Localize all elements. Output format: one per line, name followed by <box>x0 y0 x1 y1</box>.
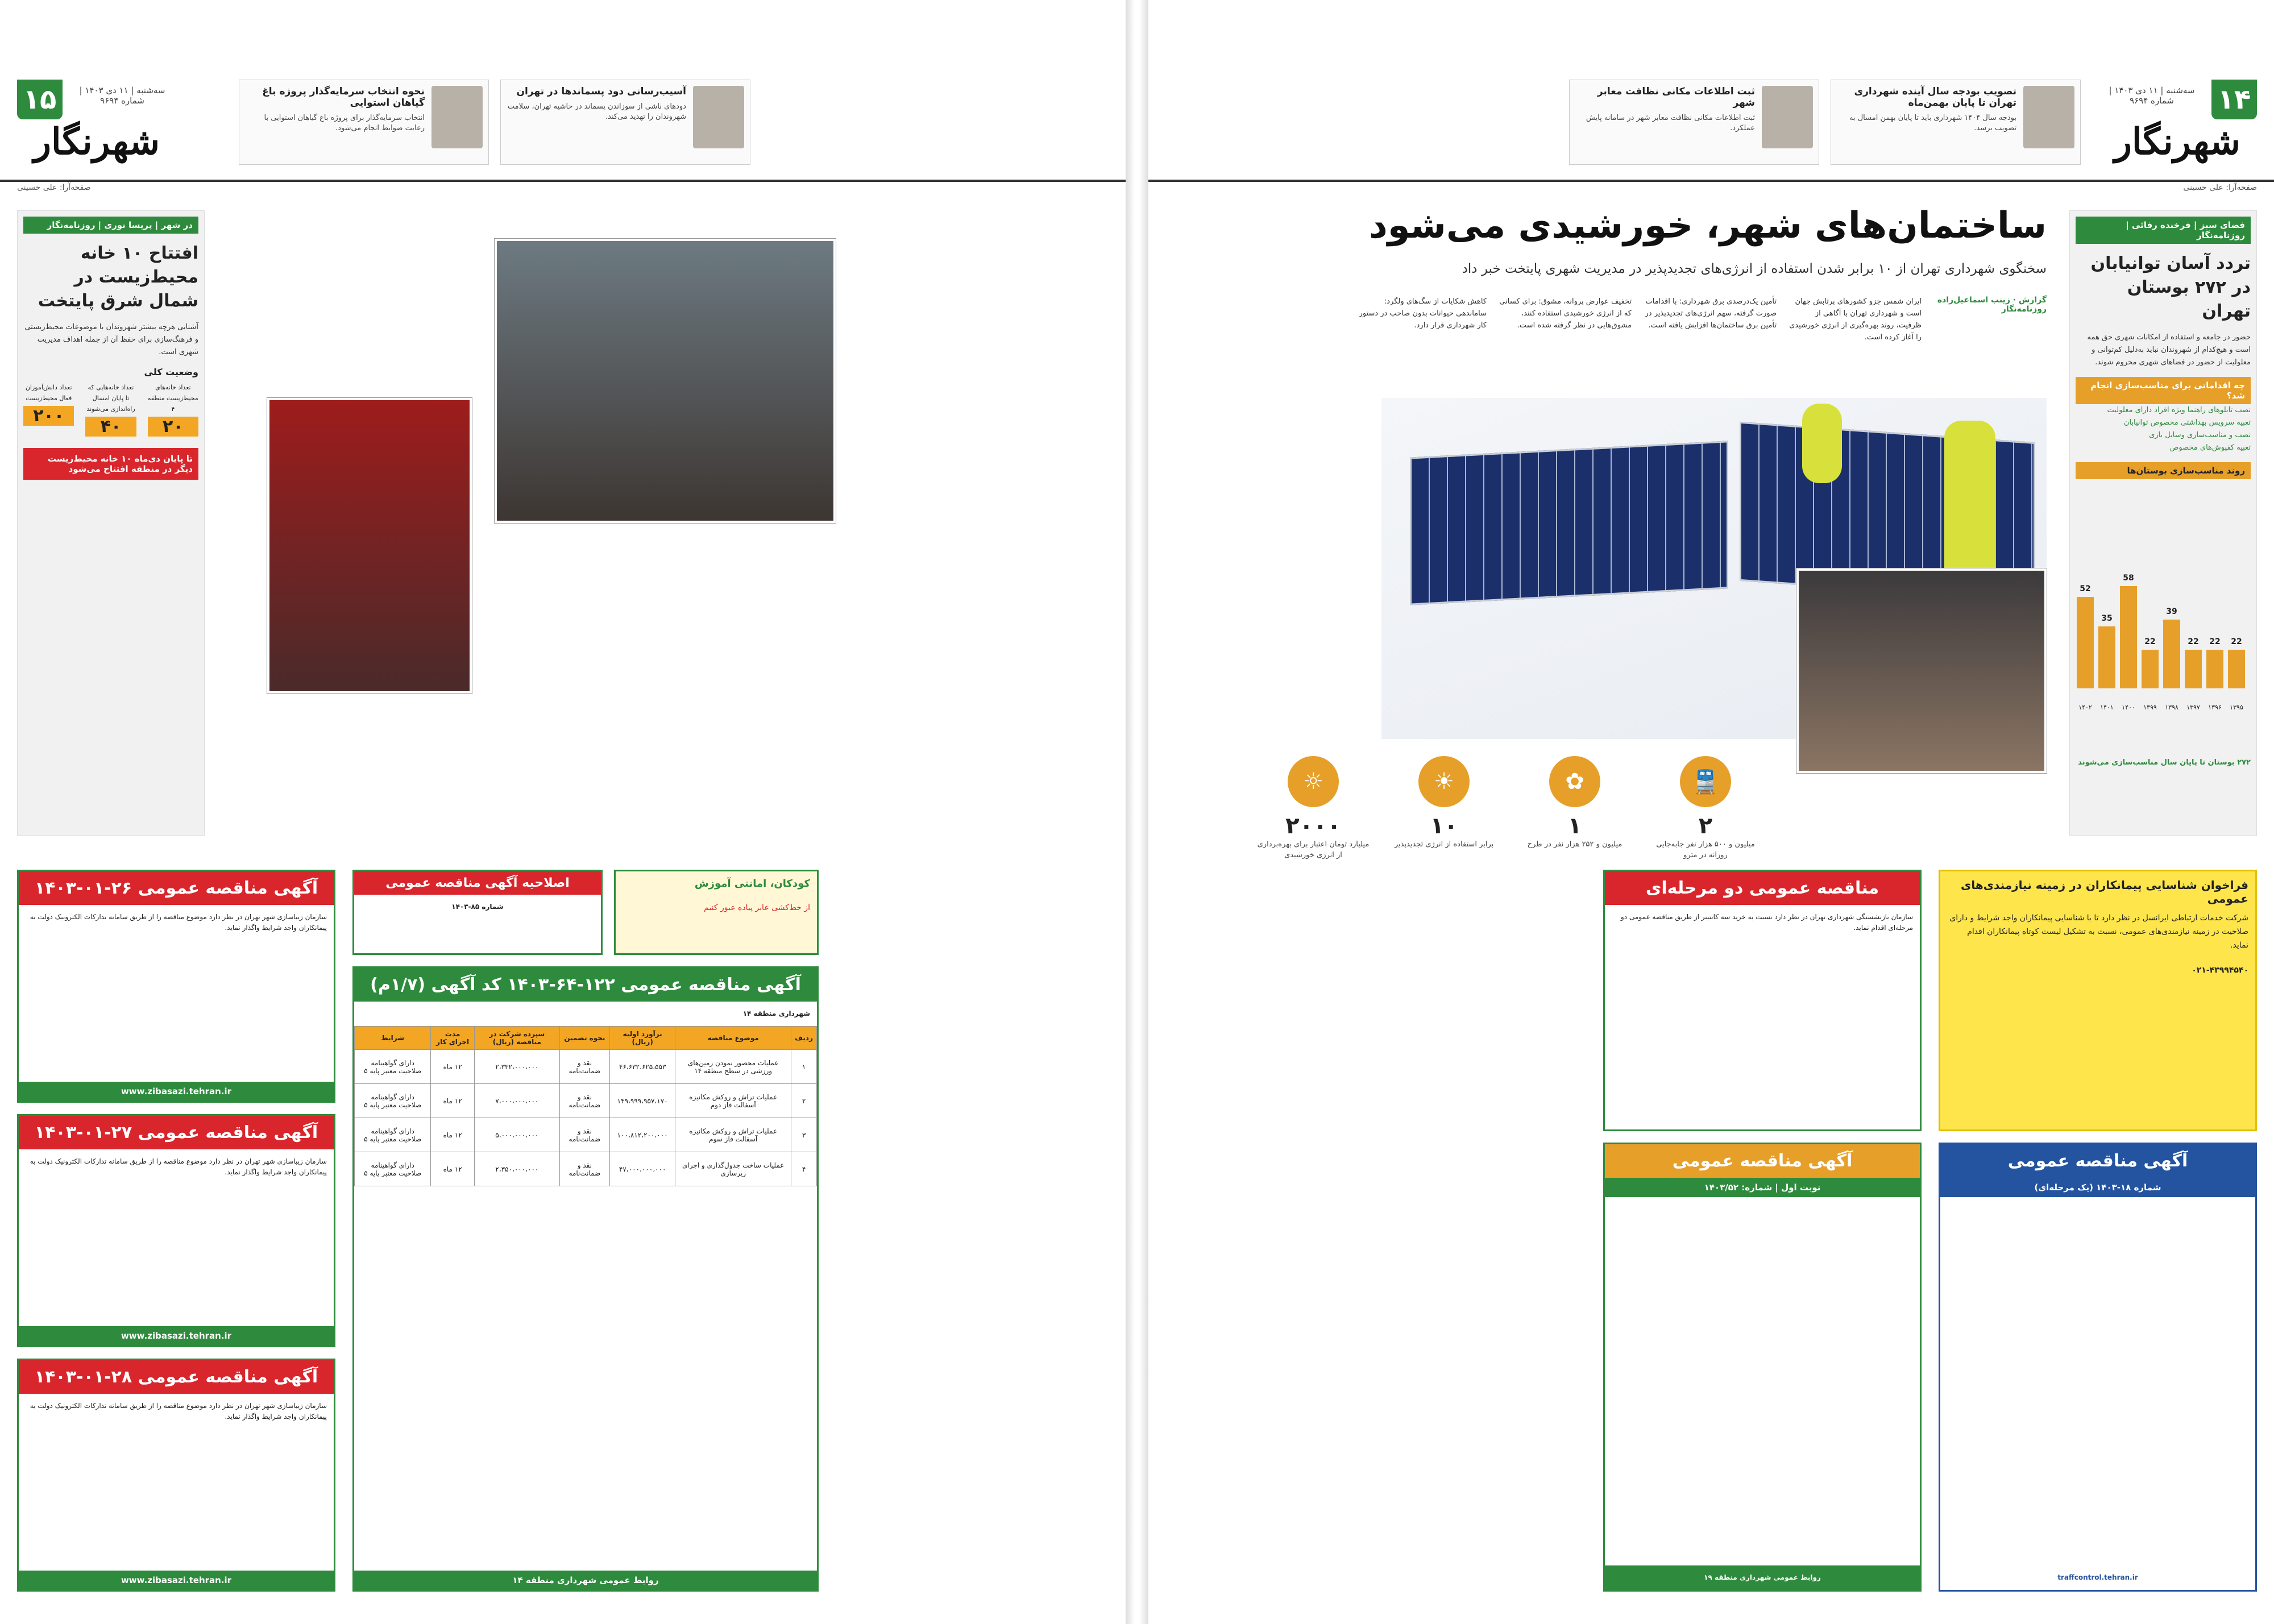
zibasazi-tender-3[interactable] <box>17 1359 335 1592</box>
bar-category: ۱۴۰۲ <box>2078 704 2092 711</box>
side-section-tag: در شهر | پریسا نوری | روزنامه‌نگار <box>23 217 198 234</box>
correction-notice[interactable] <box>352 870 603 955</box>
side-column <box>17 210 205 836</box>
reporter: گزارش · زینب‌ اسماعیل‌زاده روزنامه‌نگار <box>1937 296 2047 314</box>
stat-label: تعداد خانه‌های محیط‌زیست منطقه ۴ <box>147 384 198 413</box>
bar-value: 52 <box>2080 584 2091 593</box>
table-cell: ۱۴۹،۹۹۹،۹۵۷،۱۷۰ <box>610 1084 675 1118</box>
ad-text: سازمان زیباسازی شهر تهران در نظر دارد موضوع مناقصه را از طریق سامانه تدارکات الکترونیک دولت به پیمانکاران واجد شرایط واگذار نماید. <box>30 1402 327 1421</box>
table-cell: ۱۲ ماه <box>431 1050 475 1084</box>
stat-label: میلیون و ۲۵۲ هزار نفر در طرح <box>1527 840 1622 849</box>
body-columns <box>1353 296 1922 392</box>
teaser[interactable] <box>1569 80 1819 165</box>
table-cell: عملیات تراش و روکش مکانیزه آسفالت فاز سوم <box>675 1118 791 1152</box>
teaser-title: نحوه انتخاب سرمایه‌گذار پروژه باغ گیاهان استوایی <box>262 86 425 109</box>
tender-table <box>354 1026 817 1186</box>
chart-bar <box>2077 584 2094 711</box>
teaser-photo <box>1762 86 1813 148</box>
stat <box>1256 756 1370 861</box>
stat-value: ۱۰ <box>1430 813 1458 839</box>
ads-area <box>0 870 1126 1614</box>
page-number: ۱۵ <box>17 80 63 119</box>
table-header: مدت اجرای کار <box>431 1027 475 1050</box>
ad-title: آگهی مناقصه عمومی ۱۲۲-۶۴-۱۴۰۳ کد آگهی (۱/۷م) <box>354 968 817 1002</box>
bar-category: ۱۳۹۷ <box>2186 704 2200 711</box>
zibasazi-tender-2[interactable] <box>17 1114 335 1347</box>
ribbon-cutting-photo <box>267 398 472 693</box>
bar-value: 22 <box>2188 637 2199 646</box>
table-cell: نقد و ضمانت‌نامه <box>559 1050 609 1084</box>
table-cell: ۲،۳۳۲،۰۰۰،۰۰۰ <box>474 1050 559 1084</box>
chart-bar <box>2228 637 2245 711</box>
reporter-role: روزنامه‌نگار <box>2001 305 2047 314</box>
stat <box>1387 756 1501 861</box>
table-cell: ۴۶،۶۳۲،۶۲۵،۵۵۳ <box>610 1050 675 1084</box>
ad-text: سازمان بازنشستگی شهرداری تهران در نظر دارد نسبت به خرید سه کانتینر از طریق مناقصه عمومی دو مرحله‌ای اقدام نماید. <box>1620 913 1913 932</box>
bar-category: ۱۴۰۰ <box>2122 704 2135 711</box>
bar-value: 22 <box>2231 637 2242 646</box>
table-cell: ۱۰۰،۸۱۲،۲۰۰،۰۰۰ <box>610 1118 675 1152</box>
irancell-ad[interactable] <box>1939 870 2257 1131</box>
pension-tender-ad[interactable] <box>1603 870 1922 1131</box>
table-cell: دارای گواهینامه صلاحیت معتبر پایه ۵ <box>355 1118 431 1152</box>
chart-title <box>2076 462 2251 479</box>
chart-bar <box>2120 574 2137 711</box>
stat <box>148 381 198 437</box>
ad-footer: روابط عمومی شهرداری منطقه ۱۹ <box>1605 1565 1920 1590</box>
table-header: ردیف <box>791 1027 817 1050</box>
table-cell: نقد و ضمانت‌نامه <box>559 1152 609 1186</box>
side-headline[interactable]: افتتاح ۱۰ خانه محیط‌زیست در شمال شرق پایتخت <box>38 243 198 311</box>
stat-label: میلیارد تومان اعتبار برای بهره‌برداری از انرژی خورشیدی <box>1257 840 1370 859</box>
logo[interactable] <box>2098 80 2257 165</box>
table-cell: ۲،۳۵۰،۰۰۰،۰۰۰ <box>474 1152 559 1186</box>
table-cell: نقد و ضمانت‌نامه <box>559 1118 609 1152</box>
reporter-name: زینب‌ اسماعیل‌زاده <box>1937 296 2010 305</box>
ad-footer[interactable]: www.zibasazi.tehran.ir <box>19 1571 334 1590</box>
ad-footer[interactable]: www.zibasazi.tehran.ir <box>19 1326 334 1345</box>
table-cell: دارای گواهینامه صلاحیت معتبر پایه ۵ <box>355 1050 431 1084</box>
ad-text: شرکت خدمات ارتباطی ایرانسل در نظر دارد تا با شناسایی پیمانکاران واجد شرایط و دارای صلاحیت در زمینه نیازمندی‌های عمومی، نسبت به تشکیل لیست کوتاه پیمانکاران اقدام نماید. <box>1949 913 2248 950</box>
ad-title: مناقصه عمومی دو مرحله‌ای <box>1605 871 1920 905</box>
ad-org: شهرداری منطقه ۱۴ <box>742 1010 810 1017</box>
author: پریسا نوری | روزنامه‌نگار <box>47 220 152 230</box>
district14-tender[interactable] <box>352 966 819 1592</box>
stat-label: برابر استفاده از انرژی تجدیدپذیر <box>1394 840 1494 849</box>
stat-label: تعداد دانش‌آموزان فعال محیط‌زیست <box>25 384 72 402</box>
chart-caption: ۲۷۲ بوستان تا پایان سال مناسب‌سازی می‌شوند <box>2078 758 2251 767</box>
bullet-item: نصب تابلوهای راهنما ویژه افراد دارای معلولیت <box>2107 406 2251 414</box>
ad-body <box>1940 871 2255 984</box>
teaser-title: آسیب‌رسانی دود پسماندها در تهران <box>516 86 686 97</box>
table-cell: عملیات تراش و روکش مکانیزه آسفالت فاز دوم <box>675 1084 791 1118</box>
bar-value: 22 <box>2209 637 2221 646</box>
ad-title: آگهی مناقصه عمومی ۲۶-۰۱-۱۴۰۳ <box>19 871 334 905</box>
ad-footer[interactable]: www.zibasazi.tehran.ir <box>19 1082 334 1101</box>
teaser-photo <box>2023 86 2074 148</box>
section-label: در شهر <box>161 220 193 230</box>
table-cell: ۱۲ ماه <box>431 1152 475 1186</box>
teaser[interactable] <box>500 80 750 165</box>
ad-subtitle: شماره ۱۸-۱۴۰۳ (یک مرحله‌ای) <box>1940 1178 2255 1197</box>
table-header: شرایط <box>355 1027 431 1050</box>
ads-area <box>1148 870 2274 1614</box>
teaser[interactable] <box>239 80 489 165</box>
traffic-tender-ad[interactable] <box>1939 1143 2257 1592</box>
masthead <box>1148 74 2274 182</box>
stat-value: ۲۰ <box>148 417 198 437</box>
stat-value: ۴۰ <box>85 417 136 437</box>
ad-title: آگهی مناقصه عمومی ۲۷-۰۱-۱۴۰۳ <box>19 1116 334 1149</box>
worker-figure <box>1802 404 1842 483</box>
stat <box>23 381 74 437</box>
stat-value: ۱ <box>1567 813 1582 839</box>
bar-value: 22 <box>2144 637 2156 646</box>
teaser-text: انتخاب سرمایه‌گذار برای پروژه باغ گیاهان استوایی با رعایت ضوابط انجام می‌شود. <box>264 114 425 132</box>
teaser-text: دودهای ناشی از سوزاندن پسماند در حاشیه تهران، سلامت شهروندان را تهدید می‌کند. <box>507 102 686 121</box>
teaser-photo <box>431 86 483 148</box>
stat <box>1518 756 1632 861</box>
section-label: فضای سبز <box>2200 220 2245 230</box>
solar-panel <box>1410 441 1728 605</box>
bar-chart <box>2077 574 2245 711</box>
table-row <box>355 1152 817 1186</box>
chart-bar <box>2142 637 2159 711</box>
table-header: برآورد اولیه (ریال) <box>610 1027 675 1050</box>
side-body: آشنایی هرچه بیشتر شهروندان با موضوعات محیط‌زیستی و فرهنگ‌سازی برای حفظ آن از جمله اهداف مدیریت شهری است. <box>24 323 198 356</box>
highlight-box: تا پایان دی‌ماه ۱۰ خانه محیط‌زیست دیگر در منطقه افتتاح می‌شود <box>23 448 198 480</box>
press-conference-photo <box>1796 568 2047 773</box>
bar-category: ۱۳۹۸ <box>2165 704 2178 711</box>
stat-value: ۲۰۰۰ <box>1285 813 1341 839</box>
ad-title: فراخوان شناسایی پیمانکاران در زمینه نیازمندی‌های عمومی <box>1961 878 2248 906</box>
green-icon: ✿ <box>1549 756 1600 807</box>
stats-title: وضعیت کلی <box>144 367 198 377</box>
body-col: کاهش شکایات از سگ‌های ولگرد: ساماندهی حیوانات بدون صاحب در دستور کار شهرداری قرار دارد. <box>1359 297 1487 330</box>
chart-bar <box>2163 607 2180 711</box>
page-designer: صفحه‌آرا: علی حسینی <box>17 183 91 192</box>
ad-phone: ۰۲۱-۴۳۹۹۴۵۴۰ <box>2192 966 2248 975</box>
chart-bar <box>2098 614 2115 711</box>
table-header: نحوه تضمین <box>559 1027 609 1050</box>
teaser-photo <box>693 86 744 148</box>
stats-row <box>1256 756 1762 861</box>
kids-safety-ad[interactable] <box>614 870 819 955</box>
dateline: سه‌شنبه | ۱۱ دی ۱۴۰۳ | شماره ۹۶۹۴ <box>79 85 165 106</box>
bullet-item: نصب و مناسب‌سازی وسایل بازی <box>2149 431 2251 439</box>
table-cell: ۳ <box>791 1118 817 1152</box>
bar-category: ۱۳۹۶ <box>2208 704 2222 711</box>
bullet-list <box>2076 404 2251 454</box>
stat-value: ۲۰۰ <box>23 406 74 426</box>
sun-icon: ☼ <box>1288 756 1339 807</box>
body-col: تخفیف عوارض پروانه، مشوق: برای کسانی که از انرژی خورشیدی استفاده کنند، مشوق‌هایی در نظر گرفته شده است. <box>1499 297 1632 330</box>
table-row <box>355 1084 817 1118</box>
table-cell: ۱۲ ماه <box>431 1084 475 1118</box>
bullet-item: تعبیه کفپوش‌های مخصوص <box>2169 443 2251 452</box>
side-section-tag: فضای سبز | فرخنده رفائی | روزنامه‌نگار <box>2076 217 2251 244</box>
main-subhead: سخنگوی شهرداری تهران از ۱۰ برابر شدن استفاده از انرژی‌های تجدیدپذیر در مدیریت شهری پایتخت خبر داد <box>1462 261 2047 276</box>
table-cell: ۵،۰۰۰،۰۰۰،۰۰۰ <box>474 1118 559 1152</box>
teaser-title: تصویب بودجه سال آینده شهرداری تهران تا پایان بهمن‌ماه <box>1854 86 2016 109</box>
teaser-text: بودجه سال ۱۴۰۴ شهرداری باید تا پایان بهمن امسال به تصویب برسد. <box>1849 114 2016 132</box>
stat-value: ۲ <box>1698 813 1713 839</box>
table-cell: عملیات محصور نمودن زمین‌های ورزشی در سطح منطقه ۱۴ <box>675 1050 791 1084</box>
stats-row <box>23 381 198 437</box>
ad-subtitle: شماره ۸۵-۱۴۰۳ <box>451 903 504 911</box>
table-cell: نقد و ضمانت‌نامه <box>559 1084 609 1118</box>
ad-title: آگهی مناقصه عمومی <box>1940 1144 2255 1178</box>
logo-text: شهرنگار <box>2114 121 2240 163</box>
bar-value: 58 <box>2123 574 2134 583</box>
page-designer: صفحه‌آرا: علی حسینی <box>2183 183 2257 192</box>
bar-category: ۱۳۹۵ <box>2230 704 2243 711</box>
teaser-title: ثبت اطلاعات مکانی نظافت معابر شهر <box>1597 86 1755 109</box>
table-header: سپرده شرکت در مناقصه (ریال) <box>474 1027 559 1050</box>
table-row <box>355 1118 817 1152</box>
side-column <box>2069 210 2257 836</box>
stat-label: تعداد خانه‌هایی که تا پایان امسال راه‌اندازی می‌شوند <box>86 384 135 413</box>
ad-title: اصلاحیه آگهی مناقصه عمومی <box>354 871 601 895</box>
logo-text: شهرنگار <box>34 121 160 163</box>
bullet-item: تعبیه سرویس بهداشتی مخصوص توانیابان <box>2123 418 2251 427</box>
solar-panel-icon: ☀ <box>1418 756 1470 807</box>
section-label: گزارش <box>2018 296 2047 305</box>
body-columns <box>267 227 847 398</box>
table-cell: ۴ <box>791 1152 817 1186</box>
right-page <box>1148 0 2274 1624</box>
bullets-title: چه اقداماتی برای مناسب‌سازی انجام شد؟ <box>2076 377 2251 404</box>
ad-footer[interactable]: traffcontrol.tehran.ir <box>2057 1573 2138 1581</box>
logo[interactable] <box>17 80 176 165</box>
stat-label: میلیون و ۵۰۰ هزار نفر جابه‌جایی روزانه در مترو <box>1656 840 1755 859</box>
page-number: ۱۴ <box>2211 80 2257 119</box>
dateline: سه‌شنبه | ۱۱ دی ۱۴۰۳ | شماره ۹۶۹۴ <box>2109 85 2195 106</box>
table-cell: دارای گواهینامه صلاحیت معتبر پایه ۵ <box>355 1152 431 1186</box>
chart-title-text: روند مناسب‌سازی بوستان‌ها <box>2127 466 2245 476</box>
teaser[interactable] <box>1831 80 2081 165</box>
bar-value: 39 <box>2166 607 2177 616</box>
side-headline[interactable]: تردد آسان توانیابان در ۲۷۲ بوستان تهران <box>2090 254 2251 321</box>
table-cell: ۴۷،۰۰۰،۰۰۰،۰۰۰ <box>610 1152 675 1186</box>
chart-bar <box>2206 637 2223 711</box>
bar-category: ۱۳۹۹ <box>2143 704 2157 711</box>
ad-text: سازمان زیباسازی شهر تهران در نظر دارد موضوع مناقصه را از طریق سامانه تدارکات الکترونیک دولت به پیمانکاران واجد شرایط واگذار نماید. <box>30 913 327 932</box>
page-gutter <box>1126 0 1148 1624</box>
stat <box>85 381 136 437</box>
teaser-bar <box>239 80 750 165</box>
table-cell: ۱۲ ماه <box>431 1118 475 1152</box>
left-page <box>0 0 1126 1624</box>
ad-text: سازمان زیباسازی شهر تهران در نظر دارد موضوع مناقصه را از طریق سامانه تدارکات الکترونیک دولت به پیمانکاران واجد شرایط واگذار نماید. <box>30 1157 327 1176</box>
table-cell: ۷،۰۰۰،۰۰۰،۰۰۰ <box>474 1084 559 1118</box>
stat <box>1649 756 1762 861</box>
chart-bar <box>2185 637 2202 711</box>
table-cell: دارای گواهینامه صلاحیت معتبر پایه ۵ <box>355 1084 431 1118</box>
teaser-text: ثبت اطلاعات مکانی نظافت معابر شهر در سامانه پایش عملکرد. <box>1586 114 1755 132</box>
district19-tender-ad[interactable] <box>1603 1143 1922 1592</box>
author: فرخنده رفائی | روزنامه‌نگار <box>2126 220 2245 240</box>
table-cell: ۱ <box>791 1050 817 1084</box>
ad-title: کودکان، امانتی آموزش <box>694 878 810 890</box>
body-col: ایران شمس جزو کشورهای پرتابش جهان است و شهرداری تهران با آگاهی از ظرفیت، روند بهره‌گیری از انرژی خورشیدی را آغاز کرده است. <box>1789 297 1922 342</box>
main-headline[interactable]: ساختمان‌های شهر، خورشیدی می‌شود <box>1368 205 2047 247</box>
table-header: موضوع مناقصه <box>675 1027 791 1050</box>
side-body: حضور در جامعه و استفاده از امکانات شهری حق همه است و هیچ‌کدام از شهروندان نباید به‌دلیل کم‌توانی و معلولیت از حضور در فضاهای شهری محروم شوند. <box>2087 333 2251 367</box>
ad-subtitle: نوبت اول | شماره: ۱۴۰۳/۵۲ <box>1605 1178 1920 1197</box>
teaser-bar <box>1569 80 2081 165</box>
ad-footer: روابط عمومی شهرداری منطقه ۱۴ <box>354 1571 817 1590</box>
ad-title: آگهی مناقصه عمومی ۲۸-۰۱-۱۴۰۳ <box>19 1360 334 1394</box>
zibasazi-tender-1[interactable] <box>17 870 335 1103</box>
ad-text: از خط‌کشی عابر پیاده عبور کنیم <box>704 903 810 912</box>
table-row <box>355 1050 817 1084</box>
bar-value: 35 <box>2101 614 2113 624</box>
table-cell: عملیات ساخت جدول‌گذاری و اجرای زیرسازی <box>675 1152 791 1186</box>
bar-category: ۱۴۰۱ <box>2100 704 2114 711</box>
body-col: تأمین یک‌درصدی برق شهرداری: با اقدامات صورت گرفته، سهم انرژی‌های تجدیدپذیر در تأمین برق ساختمان‌ها افزایش یافته است. <box>1645 297 1777 330</box>
table-cell: ۲ <box>791 1084 817 1118</box>
masthead <box>0 74 1126 182</box>
train-icon: 🚆 <box>1680 756 1731 807</box>
ad-title: آگهی مناقصه عمومی <box>1605 1144 1920 1178</box>
